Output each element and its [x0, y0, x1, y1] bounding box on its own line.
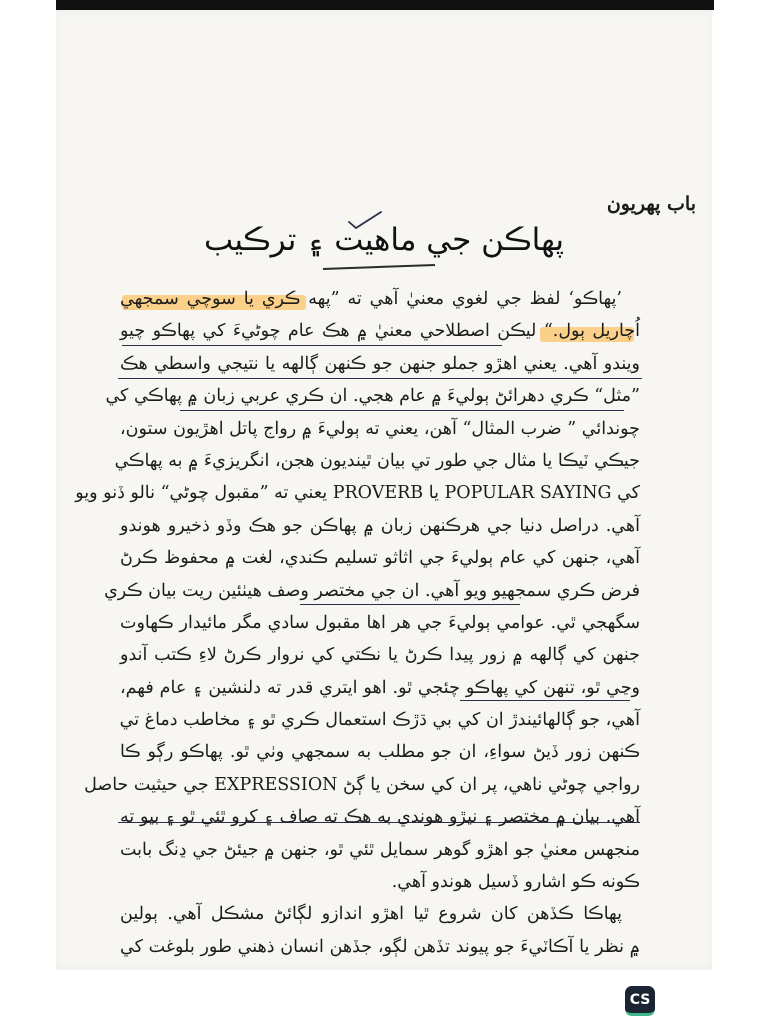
text-line: آهي. بيان ۾ مختصر ۽ نيڙو هوندي به هڪ ته صاف ۽ کرو ٿئي ٿو ۽ بيو ته [120, 807, 640, 828]
text-line: اُچاريل ٻول.“ ليڪن اصطلاحي معنيٰ ۾ هڪ عام چوڻيءَ کي پهاڪو چيو [120, 321, 640, 342]
text-line: آهي. دراصل دنيا جي هرڪنهن زبان ۾ پهاڪن جو هڪ وڏو ذخيرو هوندو [120, 515, 640, 536]
chapter-heading: باب پھريون [606, 193, 696, 215]
text-line: سگهجي ٿي. عوامي ٻوليءَ جي هر اها مقبول سادي مگر مائيدار ڪهاوت [120, 612, 640, 633]
text-line: فرض ڪري سمجهيو ويو آهي. ان جي مختصر وصف هيٺئين ريت بيان ڪري [104, 580, 640, 601]
text-line: ’پهاڪو‘ لفظ جي لغوي معنيٰ آهي ته ”پهه ڪري يا سوچي سمجهي [120, 289, 622, 309]
text-line: آهي، جو ڳالهائيندڙ ان کي بي ڌڙڪ استعمال ڪري ٿو ۽ مخاطب دماغ تي [119, 710, 640, 731]
text-line: وڃي ٿو، تنهن کي پهاڪو چئجي ٿو. اهو ايتري قدر ته دلنشين ۽ عام فهم، [120, 677, 640, 698]
page-title: پهاڪن جي ماهيت ۽ ترڪيب [203, 222, 565, 258]
page-top-edge [56, 0, 714, 10]
text-line: ويندو آهي. يعني اهڙو جملو جنهن جو ڪنهن ڳالهه يا نتيجي واسطي هڪ [120, 353, 640, 374]
text-line: آهي، جنهن کي عام ٻوليءَ جي اثاثو تسليم ڪندي، لغت ۾ محفوظ ڪرڻ [120, 548, 640, 569]
camscanner-logo-icon: CS [625, 986, 655, 1016]
text-line: چوندائي ” ضرب المثال“ آهن، يعني ته ٻوليءَ ۾ رواج پاتل اهڙيون ستون، [120, 418, 640, 439]
text-line: منجهس معنيٰ جو اهڙو گوهر سمايل ٿئي ٿو، جنهن ۾ جيئڻ جي ڍنگ بابت [120, 839, 640, 860]
text-line: ”مثل“ ڪري دهرائڻ ٻوليءَ ۾ عام هجي. ان ڪري عربي زبان ۾ پهاڪي کي [105, 386, 640, 407]
text-line: پهاڪا ڪڏهن کان شروع ٿيا اهڙو اندازو لڳائڻ مشڪل آهي. ٻولين [120, 904, 622, 925]
text-line: رواجي چوڻي ناهي، پر ان کي سخن يا ڳڻ EXPRESSION جي حيثيت حاصل [84, 774, 640, 795]
text-line: ڪنهن زور ڏيڻ سواءِ، ان جو مطلب به سمجهي وٺي ٿو. پهاڪو رڳو ڪا [120, 742, 640, 763]
text-line: جيڪي ٽيڪا يا مثال جي طور تي بيان ٿينديون هجن، انگريزيءَ ۾ به پهاڪي [114, 450, 640, 471]
text-line: ۾ نظر يا آڪاٽيءَ جو پيوند تڏهن لڳو، جڏهن انسان ذهني طور بلوغت کي [120, 936, 640, 957]
text-line: کي POPULAR SAYING يا PROVERB يعني ته ”مقبول چوڻي“ نالو ڏنو ويو [75, 483, 640, 504]
body-text [75, 283, 640, 963]
text-line: جنهن کي ڳالهه ۾ زور پيدا ڪرڻ يا نڪتي کي نروار ڪرڻ لاءِ ڪتب آندو [120, 645, 640, 666]
text-line: ڪونه ڪو اشارو ڏسيل هوندو آهي. [391, 872, 640, 893]
